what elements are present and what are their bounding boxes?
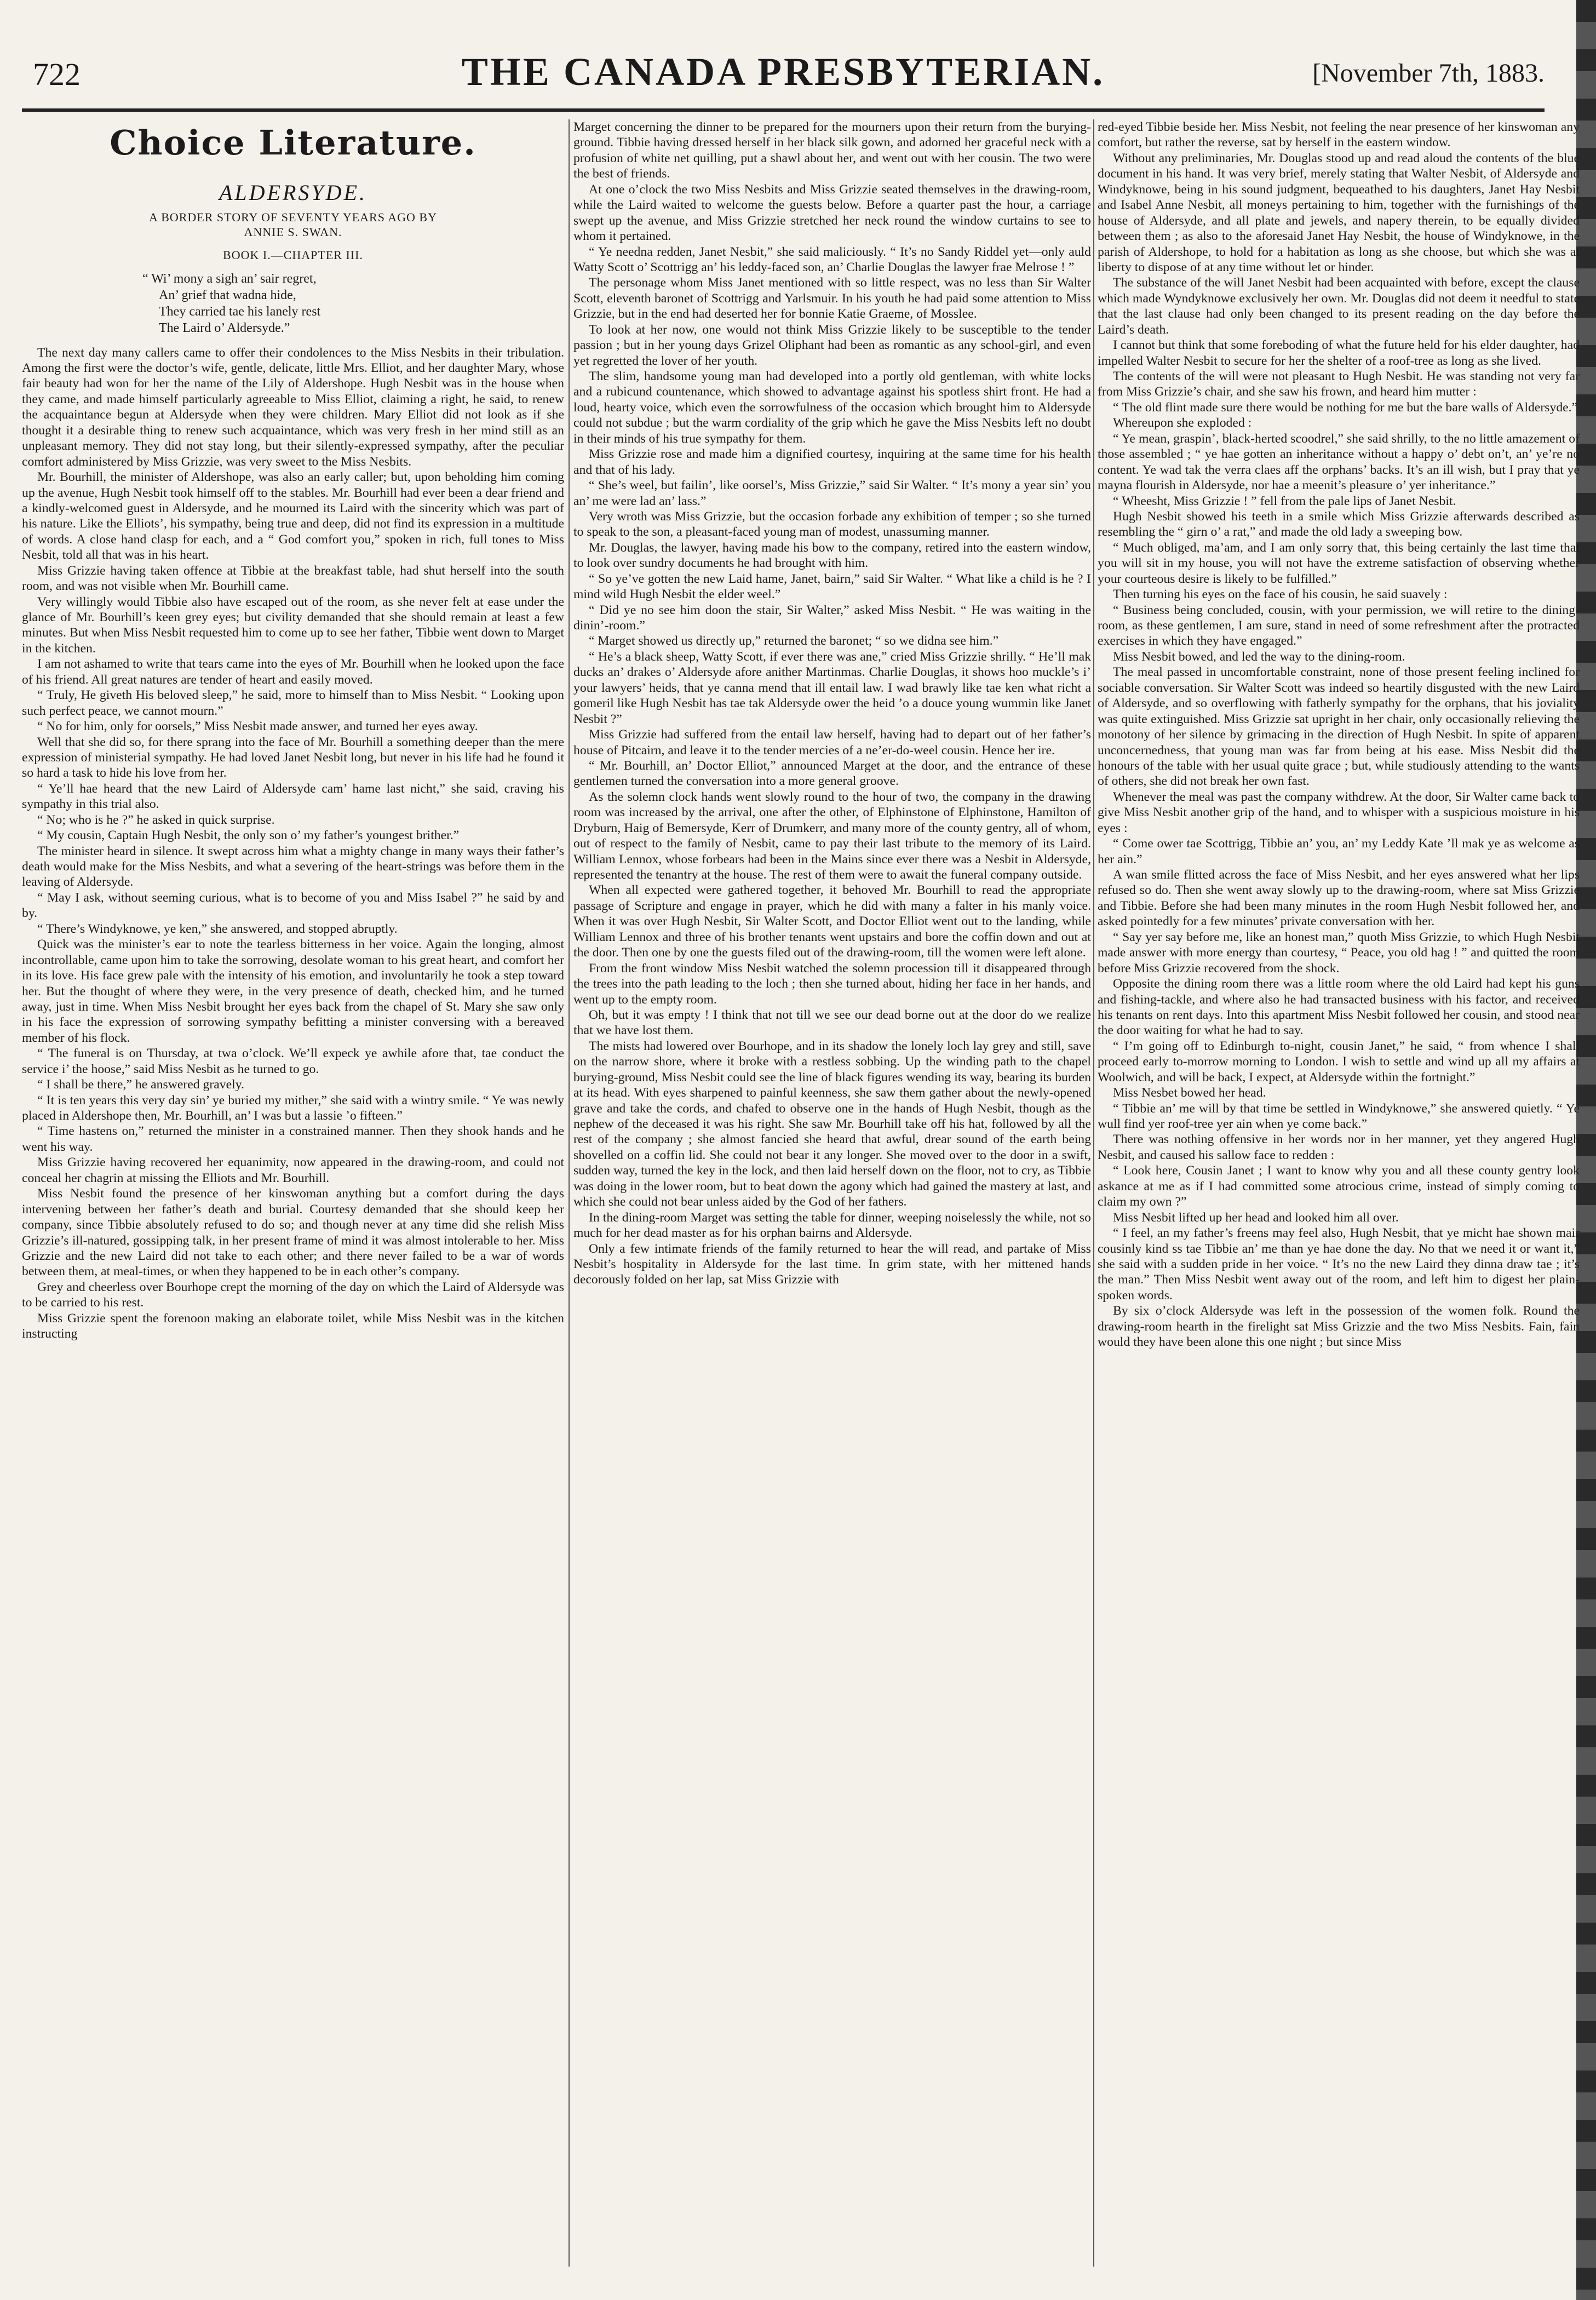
paragraph: “ I feel, an my father’s freens may feel also, Hugh Nesbit, that ye micht hae shown mair cousinly kind ss tae Tibbie an’ me than ye hae done the day. No that we need it or want it,” she said with a sudden pride in her voice. “ It’s no the new Laird they dinna draw tae ; it’s the man.” Then Miss Nesbit went away out of the room, and left him to digest her plain-spoken words. — [1098, 1226, 1580, 1303]
paragraph: A wan smile flitted across the face of Miss Nesbit, and her eyes answered what her lips refused so do. Then she went away slowly up to the drawing-room, where sat Miss Grizzie and Tibbie. Before she had been many minutes in the room Hugh Nesbit followed her, and asked pointedly for a few minutes’ private conversation with her. — [1098, 868, 1580, 929]
paragraph: “ Time hastens on,” returned the minister in a constrained manner. Then they shook hands and he went his way. — [22, 1124, 564, 1154]
paragraph: Very wroth was Miss Grizzie, but the occasion forbade any exhibition of temper ; so she turned to speak to the son, a pleasant-faced young man of modest, unassuming manner. — [573, 509, 1091, 540]
chapter-heading: BOOK I.—CHAPTER III. — [223, 248, 363, 262]
paragraph: “ Did ye no see him doon the stair, Sir Walter,” asked Miss Nesbit. “ He was waiting in the dinin’-room.” — [573, 603, 1091, 633]
column-1 — [22, 119, 564, 2267]
paragraph: “ Tibbie an’ me will by that time be settled in Windyknowe,” she answered quietly. “ Ye wull find yer roof-tree yer ain when ye come back.” — [1098, 1101, 1580, 1131]
paragraph: “ My cousin, Captain Hugh Nesbit, the only son o’ my father’s youngest brither.” — [37, 828, 460, 843]
paragraph: “ The old flint made sure there would be nothing for me but the bare walls of Aldersyde.” — [1113, 400, 1578, 415]
paragraph: “ Much obliged, ma’am, and I am only sorry that, this being certainly the last time that you will sit in my house, you will not have the extreme satisfaction of observing whether your courteous desire is likely to be fulfilled.” — [1098, 540, 1580, 586]
epigraph-verse — [142, 271, 564, 336]
paragraph: I cannot but think that some foreboding of what the future held for his elder daughter, had impelled Walter Nesbit to secure for her the shelter of a roof-tree as long as she lived. — [1098, 338, 1580, 368]
paragraph: “ No for him, only for oorsels,” Miss Nesbit made answer, and turned her eyes away. — [37, 719, 478, 734]
page-header — [22, 49, 1545, 99]
paragraph: Miss Grizzie spent the forenoon making an elaborate toilet, while Miss Nesbit was in the kitchen instructing — [22, 1311, 564, 1341]
paragraph: Well that she did so, for there sprang into the face of Mr. Bourhill a something deeper than the mere expression of ministerial sympathy. He had loved Janet Nesbit long, but never in his life had he found it so hard a task to hide his love from her. — [22, 735, 564, 781]
paragraph: “ Look here, Cousin Janet ; I want to know why you and all these county gentry look askance at me as if I had committed some atrocious crime, instead of simply coming to claim my own ?” — [1098, 1163, 1580, 1209]
paragraph: There was nothing offensive in her words nor in her manner, yet they angered Hugh Nesbit, and caused his sallow face to redden : — [1098, 1132, 1580, 1162]
paragraph: “ Business being concluded, cousin, with your permission, we will retire to the dining-room, as these gentlemen, I am sure, stand in need of some refreshment after the protracted exercises in which they have engaged.” — [1098, 603, 1580, 649]
paragraph: Then turning his eyes on the face of his cousin, he said suavely : — [1113, 587, 1448, 602]
story-title: ALDERSYDE. — [219, 180, 367, 205]
issue-date: [November 7th, 1883. — [1312, 59, 1545, 88]
paragraph: “ It is ten years this very day sin’ ye buried my mither,” she said with a wintry smile. “ Ye was newly placed in Aldershope then, Mr. Bourhill, an’ I was but a lassie ’o fifteen.” — [22, 1093, 564, 1123]
column-1-body — [22, 345, 564, 1342]
paragraph: “ Ye’ll hae heard that the new Laird of Aldersyde cam’ hame last nicht,” she said, craving his sympathy in this trial also. — [22, 781, 564, 812]
paragraph: At one o’clock the two Miss Nesbits and Miss Grizzie seated themselves in the drawing-room, while the Laird waited to welcome the guests below. Before a quarter past the hour, a carriage swept up the avenue, and Miss Grizzie stretched her neck round the window curtains to see to whom it pertained. — [573, 182, 1091, 244]
paragraph: The minister heard in silence. It swept across him what a mighty change in many ways their father’s death would make for the Miss Nesbits, and what a severing of the heart-strings was before them in the leaving of Aldersyde. — [22, 844, 564, 890]
paragraph: When all expected were gathered together, it behoved Mr. Bourhill to read the appropriate passage of Scripture and engage in prayer, which he did with many a falter in his manly voice. When it was over Hugh Nesbit, Sir Walter Scott, and Doctor Elliot went out to the landing, while William Lennox and three of his brother tenants went upstairs and bore the coffin down and out at the door. Then one by one the guests filed out of the drawing-room, till the women were left alone. — [573, 883, 1091, 960]
paragraph: red-eyed Tibbie beside her. Miss Nesbit, not feeling the near presence of her kinswoman any comfort, but rather the reverse, sat by herself in the eastern window. — [1098, 120, 1580, 150]
paragraph: Whereupon she exploded : — [1113, 416, 1252, 431]
paragraph: Marget concerning the dinner to be prepared for the mourners upon their return from the burying-ground. Tibbie having dressed herself in her black silk gown, and adorned her graceful neck with a profusion of white net quilling, put a shawl about her, and went out with her cousin. The two were the best of friends. — [573, 120, 1091, 181]
paragraph: I am not ashamed to write that tears came into the eyes of Mr. Bourhill when he looked upon the face of his friend. All great natures are tender of heart and easily moved. — [22, 657, 564, 687]
paragraph: “ The funeral is on Thursday, at twa o’clock. We’ll expeck ye awhile afore that, tae conduct the service i’ the hoose,” said Miss Nesbit as he turned to go. — [22, 1046, 564, 1076]
verse-line: An’ grief that wadna hide, — [159, 288, 296, 302]
paragraph: “ Marget showed us directly up,” returned the baronet; “ so we didna see him.” — [589, 634, 999, 649]
story-subtitle: A BORDER STORY OF SEVENTY YEARS AGO BY — [149, 210, 437, 225]
paragraph: Quick was the minister’s ear to note the tearless bitterness in her voice. Again the longing, almost incontrollable, came upon him to take the sorrowing, desolate woman to his great heart, and comfort her in its love. His face grew pale with the intensity of his emotion, and involuntarily he took a step toward her. But the thought of where they were, in the very presence of death, checked him, and he turned away, just in time. When Miss Nesbit brought her eyes back from the chapel of St. Mary she saw only in his face the expression of sorrowing sympathy befitting a minister conversing with a bereaved member of his flock. — [22, 937, 564, 1045]
paragraph: Whenever the meal was past the company withdrew. At the door, Sir Walter came back to give Miss Nesbit another grip of the hand, and to whisper with a suspicious moisture in his eyes : — [1098, 789, 1580, 835]
column-divider — [569, 119, 570, 2267]
paragraph: By six o’clock Aldersyde was left in the possession of the women folk. Round the drawing-room hearth in the firelight sat Miss Grizzie and the two Miss Nesbits. Fain, fain would they have been alone this one night ; but since Miss — [1098, 1304, 1580, 1350]
paragraph: Miss Grizzie having recovered her equanimity, now appeared in the drawing-room, and could not conceal her chagrin at missing the Elliots and Mr. Bourhill. — [22, 1155, 564, 1185]
paragraph: “ Mr. Bourhill, an’ Doctor Elliot,” announced Marget at the door, and the entrance of these gentlemen turned the conversation into a more general groove. — [573, 758, 1091, 789]
paragraph: To look at her now, one would not think Miss Grizzie likely to be susceptible to the tender passion ; but in her young days Grizel Oliphant had been as romantic as any school-girl, and even yet regretted the lover of her youth. — [573, 322, 1091, 368]
paragraph: Without any preliminaries, Mr. Douglas stood up and read aloud the contents of the blue document in his hand. It was very brief, merely stating that Walter Nesbit, of Aldersyde and Windyknowe, being in his sound judgment, bequeathed to his daughters, Janet Hay Nesbit and Isabel Anne Nesbit, all moneys pertaining to him, together with the furnishings of the house of Aldersyde, and all plate and jewels, and napery therein, to be equally divided between them ; as also to the aforesaid Janet Hay Nesbit, the house of Windyknowe, in the parish of Aldershope, to hold for a habitation as long as she choose, but which she was at liberty to dispose of at any time without let or hinder. — [1098, 151, 1580, 274]
paragraph: “ Wheesht, Miss Grizzie ! ” fell from the pale lips of Janet Nesbit. — [1113, 494, 1456, 508]
paragraph: “ I shall be there,” he answered gravely. — [37, 1077, 244, 1092]
paragraph: Hugh Nesbit showed his teeth in a smile which Miss Grizzie afterwards described as resembling the “ girn o’ a rat,” and made the old lady a sweeping bow. — [1098, 509, 1580, 540]
paragraph: “ No; who is he ?” he asked in quick surprise. — [37, 812, 275, 827]
paragraph: The next day many callers came to offer their condolences to the Miss Nesbits in their tribulation. Among the first were the doctor’s wife, gentle, delicate, little Mrs. Elliot, and her daughter Mary, whose fair beauty had won for her the name of the Lily of Aldershope. Hugh Nesbit was in the house when they came, and made himself particularly agreeable to Miss Elliot, claiming a right, he said, to renew the acquaintance begun at Aldersyde when they were children. Mary Elliot did not look as if she thought it a desirable thing to renew such acquaintance, which was very fresh in her mind still as an unpleasant memory. They did not stay long, but their silently-expressed sympathy, after the peculiar comfort administered by Miss Grizzie, was very sweet to the Miss Nesbits. — [22, 345, 564, 469]
paragraph: Very willingly would Tibbie also have escaped out of the room, as she never felt at ease under the glance of Mr. Bourhill’s keen grey eyes; but civility demanded that she should remain at least a few minutes. But when Miss Nesbit requested him to come up to see her father, Tibbie went down to Marget in the kitchen. — [22, 594, 564, 656]
paragraph: Miss Grizzie having taken offence at Tibbie at the breakfast table, had shut herself into the south room, and was not visible when Mr. Bourhill came. — [22, 563, 564, 594]
paragraph: Miss Nesbet bowed her head. — [1113, 1086, 1266, 1100]
page-number: 722 — [33, 56, 81, 92]
column-3 — [1098, 119, 1580, 2267]
paragraph: “ Say yer say before me, like an honest man,” quoth Miss Grizzie, to which Hugh Nesbit made answer with more energy than courtesy, “ Peace, you old hag ! ” and quitted the room before Miss Grizzie recovered from the shock. — [1098, 930, 1580, 976]
paragraph: “ Come ower tae Scottrigg, Tibbie an’ you, an’ my Leddy Kate ’ll mak ye as welcome as her ain.” — [1098, 836, 1580, 867]
paragraph: In the dining-room Marget was setting the table for dinner, weeping noiselessly the while, not so much for her dead master as for his orphan bairns and Aldersyde. — [573, 1210, 1091, 1241]
paragraph: From the front window Miss Nesbit watched the solemn procession till it disappeared through the trees into the path leading to the loch ; then she turned about, hiding her face in her hands, and went up to the empty room. — [573, 961, 1091, 1007]
header-rule — [22, 108, 1545, 112]
paragraph: “ So ye’ve gotten the new Laid hame, Janet, bairn,” said Sir Walter. “ What like a child is he ? I mind wild Hugh Nesbit the elder weel.” — [573, 571, 1091, 602]
verse-line: “ Wi’ mony a sigh an’ sair regret, — [142, 271, 317, 286]
paragraph: As the solemn clock hands went slowly round to the hour of two, the company in the drawing room was increased by the arrival, one after the other, of Elphinstone of Elphinstone, Hamilton of Dryburn, Haig of Bemersyde, Kerr of Drumkerr, and many more of the county gentry, all of whom, out of respect to the family of Nesbit, came to pay their last tribute to the memory of its Laird. William Lennox, whose forbears had been in the Mains since ever there was a Nesbit in Aldersyde, represented the tenantry at the house. The rest of them were to await the funeral company outside. — [573, 789, 1091, 882]
paragraph: The contents of the will were not pleasant to Hugh Nesbit. He was standing not very far from Miss Grizzie’s chair, and she saw his frown, and heard him mutter : — [1098, 369, 1580, 399]
section-title: Choice Literature. — [110, 123, 476, 163]
verse-line: The Laird o’ Aldersyde.” — [159, 320, 290, 335]
paragraph: Only a few intimate friends of the family returned to hear the will read, and partake of Miss Nesbit’s hospitality in Aldersyde for the last time. In grim state, with her mittened hands decorously folded on her lap, sat Miss Grizzie with — [573, 1241, 1091, 1287]
column-divider — [1093, 119, 1094, 2267]
verse-line: They carried tae his lanely rest — [159, 304, 321, 319]
paragraph: Mr. Douglas, the lawyer, having made his bow to the company, retired into the eastern window, to look over sundry documents he had brought with him. — [573, 540, 1091, 571]
paragraph: The slim, handsome young man had developed into a portly old gentleman, with white locks and a rubicund countenance, which showed to advantage against his spotless shirt front. He had a loud, hearty voice, which even the sorrowfulness of the occasion which brought him to Aldersyde could not subdue ; but the warm cordiality of the grip which he gave the Miss Nesbits left no doubt in their minds of his true sympathy for them. — [573, 369, 1091, 446]
paragraph: “ Ye mean, graspin’, black-herted scoodrel,” she said shrilly, to the no little amazement of those assembled ; “ ye hae gotten an inheritance without a happy o’ debt on’t, an’ ye’re no content. Ye wad tak the verra claes aff the orphans’ backs. It’s an ill wish, but I pray that ye mayna flourish in Aldersyde, nor hae a meenit’s pleasure o’ yer inheritance.” — [1098, 431, 1580, 493]
paragraph: The substance of the will Janet Nesbit had been acquainted with before, except the clause which made Wyndyknowe exclusively her own. Mr. Douglas did not deem it needful to state that the last clause had only been changed to its present reading on the day before the Laird’s death. — [1098, 276, 1580, 337]
paragraph: “ There’s Windyknowe, ye ken,” she answered, and stopped abruptly. — [37, 921, 398, 936]
paragraph: Miss Grizzie rose and made him a dignified courtesy, inquiring at the same time for his health and that of his lady. — [573, 447, 1091, 477]
masthead: THE CANADA PRESBYTERIAN. — [461, 50, 1105, 94]
paragraph: Oh, but it was empty ! I think that not till we see our dead borne out at the door do we realize that we have lost them. — [573, 1007, 1091, 1038]
paragraph: Mr. Bourhill, the minister of Aldershope, was also an early caller; but, upon beholding him coming up the avenue, Hugh Nesbit took himself off to the stables. Mr. Bourhill had ever been a dear friend and a kindly-welcomed guest in Aldersyde, and he mourned its Laird with the sincerity which was part of his nature. Like the Elliots’, his sympathy, being true and deep, did not find its expression in a multitude of words. A close hand clasp for each, and a “ God comfort you,” spoken in rich, full tones to Miss Nesbit, told all that was in his heart. — [22, 470, 564, 563]
paragraph: “ Ye needna redden, Janet Nesbit,” she said maliciously. “ It’s no Sandy Riddel yet—only auld Watty Scott o’ Scottrigg an’ his leddy-faced son, an’ Charlie Douglas the lawyer frae Melrose ! ” — [573, 244, 1091, 274]
paragraph: The meal passed in uncomfortable constraint, none of those present feeling inclined for sociable conversation. Sir Walter Scott was indeed so heartily disgusted with the new Laird of Aldersyde, and so overflowing with fatherly sympathy for the orphans, that his joviality was quite extinguished. Miss Grizzie sat upright in her chair, only occasionally relieving the monotony of her silence by grimacing in the direction of Hugh Nesbit. In spite of apparent unconcernedness, that young man was far from being at his ease. Miss Nesbit did the honours of the table with her usual quite grace ; but, while studiously attending to the wants of others, she did not break her own fast. — [1098, 665, 1580, 789]
paragraph: “ She’s weel, but failin’, like oorsel’s, Miss Grizzie,” said Sir Walter. “ It’s mony a year sin’ you an’ me were lad an’ lass.” — [573, 478, 1091, 508]
paragraph: Miss Nesbit lifted up her head and looked him all over. — [1113, 1210, 1399, 1225]
story-author: ANNIE S. SWAN. — [244, 225, 342, 239]
column-2 — [573, 119, 1091, 2267]
paragraph: Opposite the dining room there was a little room where the old Laird had kept his guns and fishing-tackle, and where also he had transacted business with his factor, and received his tenants on rent days. Into this apartment Miss Nesbit followed her cousin, and stood near the door waiting for what he had to say. — [1098, 977, 1580, 1038]
paragraph: Miss Nesbit found the presence of her kinswoman anything but a comfort during the days intervening between her father’s death and burial. Courtesy demanded that she should keep her company, since Tibbie absolutely refused to do so; and though never at any time did she relish Miss Grizzie’s ill-natured, gossipping talk, in her present frame of mind it was almost intolerable to her. Miss Grizzie and the new Laird did not take to each other; and there never failed to be a war of words between them, at meal-times, or when they happened to be in each other’s company. — [22, 1186, 564, 1279]
paragraph: The personage whom Miss Janet mentioned with so little respect, was no less than Sir Walter Scott, eleventh baronet of Scottrigg and Yarlsmuir. In his youth he had paid some attention to Miss Grizzie, but in the end had deserted her for bonnie Katie Graeme, of Mosslee. — [573, 276, 1091, 322]
paragraph: Miss Nesbit bowed, and led the way to the dining-room. — [1113, 649, 1405, 664]
paragraph: “ May I ask, without seeming curious, what is to become of you and Miss Isabel ?” he said by and by. — [22, 890, 564, 921]
paragraph: Miss Grizzie had suffered from the entail law herself, having had to depart out of her father’s house of Pitcairn, and leave it to the tender mercies of a ne’er-do-weel cousin. Hence her ire. — [573, 727, 1091, 758]
paragraph: Grey and cheerless over Bourhope crept the morning of the day on which the Laird of Aldersyde was to be carried to his rest. — [22, 1280, 564, 1310]
paragraph: The mists had lowered over Bourhope, and in its shadow the lonely loch lay grey and still, save on the narrow shore, where it broke with a restless sobbing. Up the winding path to the chapel burying-ground, Miss Nesbit could see the line of black figures wending its way, bearing its burden at its head. With eyes sharpened to painful keenness, she saw them gather about the newly-opened grave and take the cords, and chafed to observe one in the hands of Hugh Nesbit, though as the nephew of the deceased it was his right. She saw Mr. Bourhill take off his hat, followed by all the rest of the company ; she almost fancied she heard that awful, drear sound of the earth being shovelled on a coffin lid. She could not bear it any longer. She moved over to the door in a swift, sudden way, turned the key in the lock, and then laid herself down on the floor, not to cry, as Tibbie was doing in the lower room, but to beat down the agony which had gained the mastery at last, and which she could not bear unless aided by the God of her fathers. — [573, 1039, 1091, 1209]
paragraph: “ He’s a black sheep, Watty Scott, if ever there was ane,” cried Miss Grizzie shrilly. “ He’ll mak ducks an’ drakes o’ Aldersyde afore anither Martinmas. Charlie Douglas, it shows hoo muckle’s i’ your lawyers’ heids, that ye canna mend that ill entail law. I wad brawly like tae ken what richt a gomeril like Hugh Nesbit has tae tak Aldersyde ower the heid ’o a douce young wummin like Janet Nesbit ?” — [573, 649, 1091, 726]
paragraph: “ Truly, He giveth His beloved sleep,” he said, more to himself than to Miss Nesbit. “ Looking upon such perfect peace, we cannot mourn.” — [22, 688, 564, 718]
paragraph: “ I’m going off to Edinburgh to-night, cousin Janet,” he said, “ from whence I shall proceed early to-morrow morning to London. I wish to settle and wind up all my affairs at Woolwich, and will be back, I expect, at Aldersyde within the fortnight.” — [1098, 1039, 1580, 1085]
